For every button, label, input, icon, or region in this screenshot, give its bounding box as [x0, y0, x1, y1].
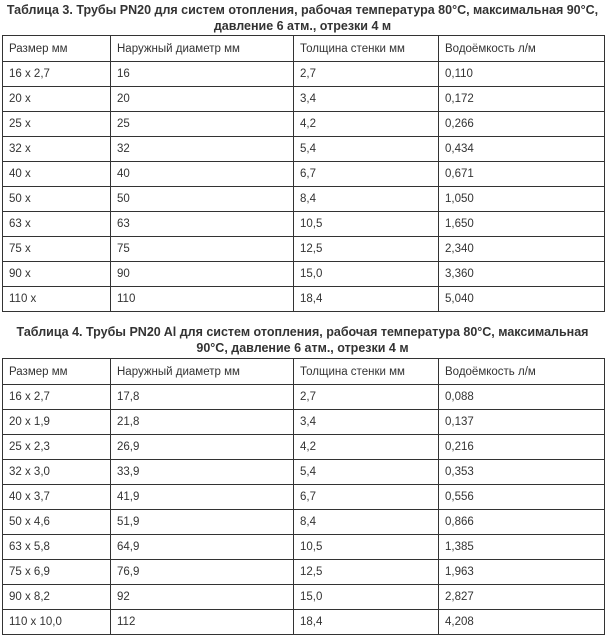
table-cell: 2,827	[439, 585, 605, 610]
table-row	[3, 262, 605, 287]
table-row	[3, 287, 605, 312]
table-row	[3, 385, 605, 410]
table-row	[3, 87, 605, 112]
table-cell: 3,360	[439, 262, 605, 287]
table-cell: 12,5	[294, 560, 439, 585]
table-cell: 112	[111, 610, 294, 635]
table-cell: 4,2	[294, 112, 439, 137]
table-cell: 8,4	[294, 187, 439, 212]
table-cell: 18,4	[294, 610, 439, 635]
table-cell: 3,4	[294, 87, 439, 112]
table-row	[3, 112, 605, 137]
column-header: Толщина стенки мм	[294, 36, 439, 62]
table-cell: 25 х	[3, 112, 111, 137]
table-cell: 110 х	[3, 287, 111, 312]
table-cell: 25 х 2,3	[3, 435, 111, 460]
table-cell: 21,8	[111, 410, 294, 435]
table-cell: 2,340	[439, 237, 605, 262]
table-4	[2, 358, 605, 635]
table-cell: 4,2	[294, 435, 439, 460]
table-cell: 0,353	[439, 460, 605, 485]
table-cell: 2,7	[294, 62, 439, 87]
table-cell: 20 х	[3, 87, 111, 112]
column-header: Водоёмкость л/м	[439, 359, 605, 385]
table-cell: 0,137	[439, 410, 605, 435]
column-header: Размер мм	[3, 36, 111, 62]
table-cell: 90	[111, 262, 294, 287]
table-cell: 50	[111, 187, 294, 212]
table-cell: 16 х 2,7	[3, 385, 111, 410]
table-cell: 6,7	[294, 485, 439, 510]
table-4-section	[0, 324, 605, 635]
table-cell: 17,8	[111, 385, 294, 410]
table-cell: 50 х 4,6	[3, 510, 111, 535]
table-cell: 0,556	[439, 485, 605, 510]
table-cell: 92	[111, 585, 294, 610]
table-cell: 75 х 6,9	[3, 560, 111, 585]
table-cell: 32 х	[3, 137, 111, 162]
column-header: Наружный диаметр мм	[111, 36, 294, 62]
column-header: Размер мм	[3, 359, 111, 385]
table-cell: 8,4	[294, 510, 439, 535]
table-cell: 90 х 8,2	[3, 585, 111, 610]
table-cell: 10,5	[294, 535, 439, 560]
table-cell: 10,5	[294, 212, 439, 237]
table-cell: 3,4	[294, 410, 439, 435]
table-cell: 20	[111, 87, 294, 112]
table-cell: 15,0	[294, 262, 439, 287]
table-header-row	[3, 36, 605, 62]
table-cell: 110	[111, 287, 294, 312]
table-cell: 63 х 5,8	[3, 535, 111, 560]
table-3-body	[3, 36, 605, 312]
column-header: Наружный диаметр мм	[111, 359, 294, 385]
table-cell: 75 х	[3, 237, 111, 262]
table-4-title: Таблица 4. Трубы PN20 Al для систем отопления, рабочая температура 80°С, максимальная 90°С, давление 6 атм., отрезки 4 м	[16, 325, 589, 355]
table-cell: 0,110	[439, 62, 605, 87]
table-cell: 2,7	[294, 385, 439, 410]
table-cell: 5,4	[294, 137, 439, 162]
table-cell: 40 х 3,7	[3, 485, 111, 510]
table-row	[3, 610, 605, 635]
table-row	[3, 410, 605, 435]
table-cell: 40 х	[3, 162, 111, 187]
table-cell: 90 х	[3, 262, 111, 287]
table-row	[3, 510, 605, 535]
table-cell: 0,434	[439, 137, 605, 162]
table-cell: 32 х 3,0	[3, 460, 111, 485]
table-cell: 1,650	[439, 212, 605, 237]
table-cell: 0,172	[439, 87, 605, 112]
table-row	[3, 237, 605, 262]
table-cell: 25	[111, 112, 294, 137]
table-row	[3, 485, 605, 510]
table-cell: 18,4	[294, 287, 439, 312]
table-cell: 76,9	[111, 560, 294, 585]
table-cell: 0,088	[439, 385, 605, 410]
table-cell: 63 х	[3, 212, 111, 237]
table-row	[3, 162, 605, 187]
table-3-title: Таблица 3. Трубы PN20 для систем отопления, рабочая температура 80°С, максимальная 90°С, давление 6 атм., отрезки 4 м	[6, 3, 599, 33]
table-cell: 0,216	[439, 435, 605, 460]
table-cell: 6,7	[294, 162, 439, 187]
table-row	[3, 137, 605, 162]
table-cell: 26,9	[111, 435, 294, 460]
table-3	[2, 35, 605, 312]
table-cell: 32	[111, 137, 294, 162]
table-row	[3, 212, 605, 237]
table-row	[3, 585, 605, 610]
table-row	[3, 560, 605, 585]
table-cell: 4,208	[439, 610, 605, 635]
table-cell: 0,266	[439, 112, 605, 137]
table-row	[3, 460, 605, 485]
table-cell: 40	[111, 162, 294, 187]
table-cell: 16	[111, 62, 294, 87]
table-cell: 5,4	[294, 460, 439, 485]
table-cell: 5,040	[439, 287, 605, 312]
table-header-row	[3, 359, 605, 385]
table-row	[3, 535, 605, 560]
table-cell: 110 х 10,0	[3, 610, 111, 635]
table-cell: 1,385	[439, 535, 605, 560]
table-cell: 64,9	[111, 535, 294, 560]
column-header: Толщина стенки мм	[294, 359, 439, 385]
table-cell: 41,9	[111, 485, 294, 510]
table-row	[3, 187, 605, 212]
table-cell: 12,5	[294, 237, 439, 262]
table-cell: 1,963	[439, 560, 605, 585]
table-cell: 1,050	[439, 187, 605, 212]
table-3-section	[0, 0, 605, 312]
table-cell: 16 х 2,7	[3, 62, 111, 87]
table-cell: 63	[111, 212, 294, 237]
table-cell: 50 х	[3, 187, 111, 212]
table-cell: 51,9	[111, 510, 294, 535]
table-cell: 0,671	[439, 162, 605, 187]
table-4-body	[3, 359, 605, 635]
table-row	[3, 62, 605, 87]
table-cell: 75	[111, 237, 294, 262]
table-row	[3, 435, 605, 460]
table-cell: 20 х 1,9	[3, 410, 111, 435]
table-cell: 0,866	[439, 510, 605, 535]
table-cell: 33,9	[111, 460, 294, 485]
column-header: Водоёмкость л/м	[439, 36, 605, 62]
table-cell: 15,0	[294, 585, 439, 610]
